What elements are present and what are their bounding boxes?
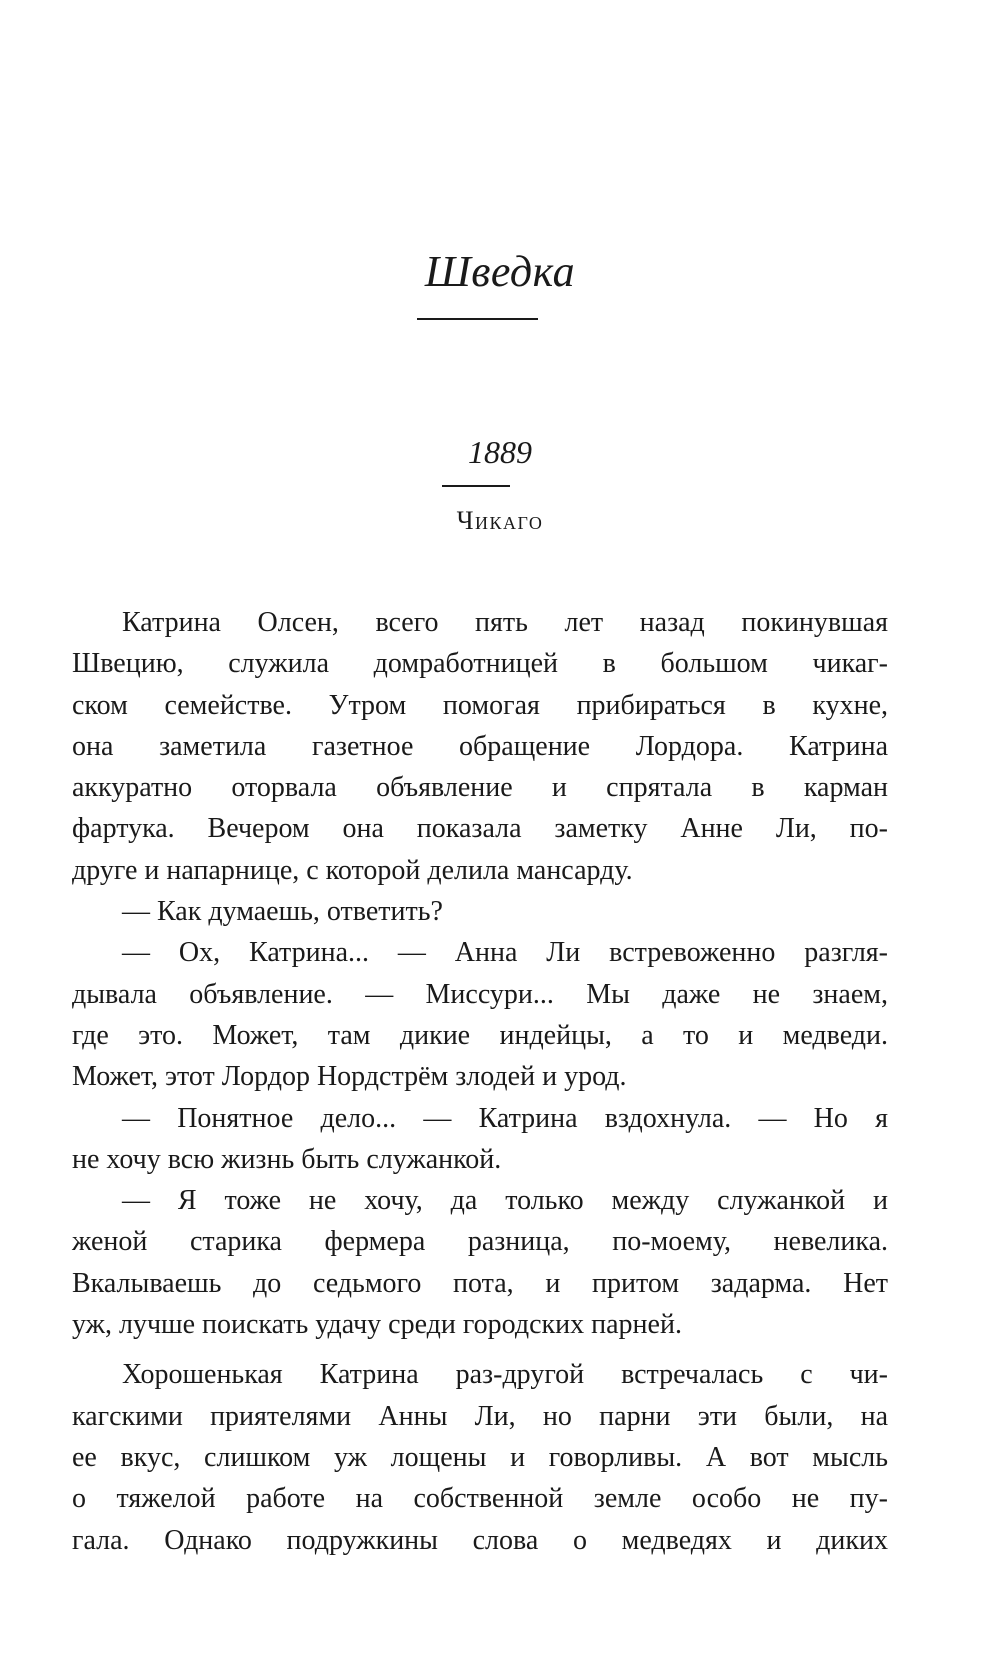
chapter-year: 1889: [468, 434, 532, 470]
text-line: ее вкус, слишком уж лощены и говорливы. А вот мысль: [72, 1441, 888, 1473]
text-line: Катрина Олсен, всего пять лет назад покинувшая: [122, 607, 888, 638]
text-line: уж, лучше поискать удачу среди городских парней.: [72, 1309, 682, 1341]
paragraph-gap: [72, 1345, 888, 1354]
text-line: аккуратно оторвала объявление и спрятала в карман: [72, 772, 888, 804]
title-underline: [417, 318, 538, 320]
text-line: дывала объявление. — Миссури... Мы даже не знаем,: [72, 978, 888, 1010]
text-line: Может, этот Лордор Нордстрём злодей и урод.: [72, 1061, 627, 1093]
text-line: — Понятное дело... — Катрина вздохнула. — Но я: [122, 1102, 888, 1134]
text-line: — Я тоже не хочу, да только между служанкой и: [122, 1185, 888, 1217]
text-line: — Как думаешь, ответить?: [122, 896, 443, 928]
text-line: о тяжелой работе на собственной земле особо не пу-: [72, 1483, 888, 1515]
text-line: не хочу всю жизнь быть служанкой.: [72, 1143, 502, 1175]
text-line: ском семействе. Утром помогая прибираться в кухне,: [72, 689, 888, 721]
text-line: Швецию, служила домработницей в большом чикаг-: [72, 648, 888, 680]
text-line: она заметила газетное обращение Лордора. Катрина: [72, 730, 888, 762]
text-line: гала. Однако подружкины слова о медведях и диких: [72, 1524, 888, 1556]
year-underline: [442, 485, 510, 487]
text-line: где это. Может, там дикие индейцы, а то и медведи.: [72, 1019, 888, 1051]
text-line: Хорошенькая Катрина раз-другой встречалась с чи-: [122, 1359, 888, 1391]
chapter-title: Шведка: [424, 247, 576, 296]
text-line: друге и напарнице, с которой делила мансарду.: [72, 854, 633, 886]
chapter-place: Чикаго: [456, 506, 544, 535]
text-line: фартука. Вечером она показала заметку Анне Ли, по-: [72, 813, 888, 845]
text-line: кагскими приятелями Анны Ли, но парни эти были, на: [72, 1400, 888, 1432]
text-line: женой старика фермера разница, по-моему, невелика.: [72, 1226, 888, 1258]
body-text: [72, 602, 888, 1561]
text-line: — Ох, Катрина... — Анна Ли встревоженно разгля-: [122, 937, 888, 969]
text-line: Вкалываешь до седьмого пота, и притом задарма. Нет: [72, 1267, 888, 1299]
